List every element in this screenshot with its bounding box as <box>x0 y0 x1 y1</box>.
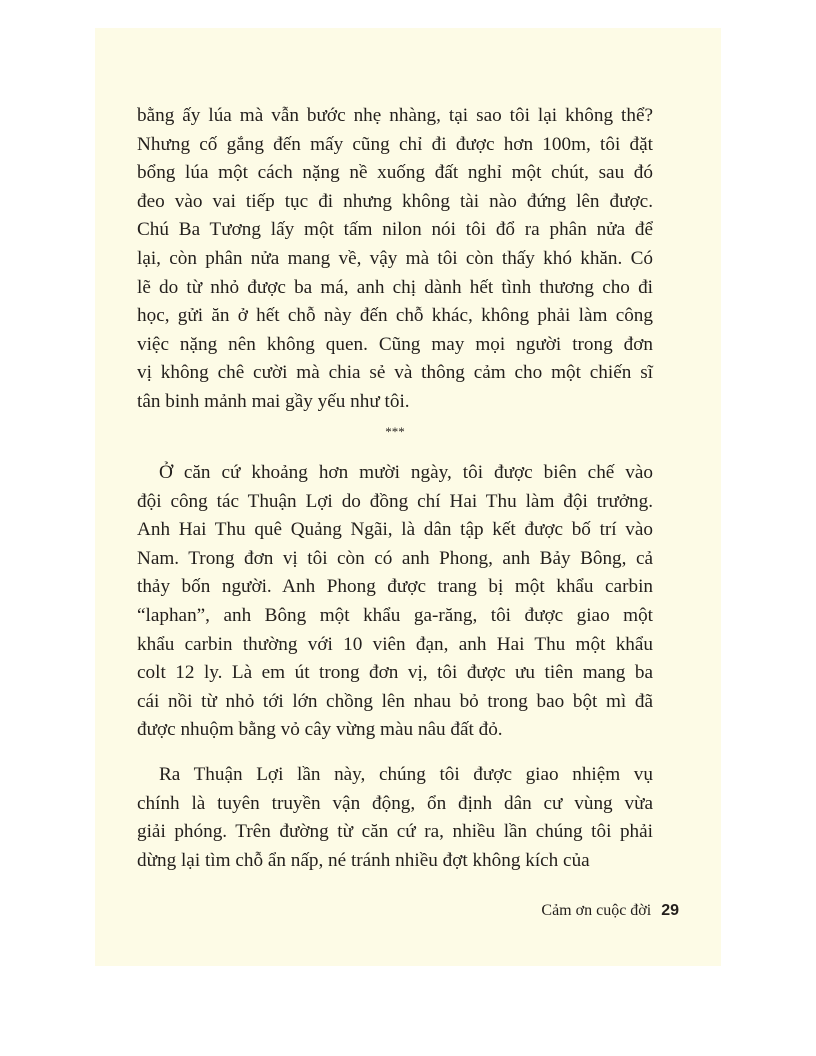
text-line: Nhưng cố gắng đến mấy cũng chỉ đi được hơn 100m, tôi đặt <box>137 133 653 155</box>
text-line: tân binh mảnh mai gầy yếu như tôi. <box>137 390 410 412</box>
text-line: việc nặng nên không quen. Cũng may mọi người trong đơn <box>137 333 653 355</box>
text-line: khẩu carbin thường với 10 viên đạn, anh Hai Thu một khẩu <box>137 633 653 655</box>
text-line: bổng lúa một cách nặng nề xuống đất nghỉ một chút, sau đó <box>137 162 653 184</box>
text-line: Ra Thuận Lợi lần này, chúng tôi được giao nhiệm vụ <box>159 764 653 785</box>
text-line: lại, còn phân nửa mang về, vậy mà tôi còn thấy khó khăn. Có <box>137 247 653 269</box>
page-footer <box>541 902 679 920</box>
paragraph-3 <box>137 761 653 875</box>
text-line: “laphan”, anh Bông một khẩu ga-răng, tôi được giao một <box>137 604 653 626</box>
text-line: chính là tuyên truyền vận động, ổn định dân cư vùng vừa <box>137 792 653 814</box>
text-line: Ở căn cứ khoảng hơn mười ngày, tôi được biên chế vào <box>159 462 653 483</box>
text-line: cái nồi từ nhỏ tới lớn chồng lên nhau bỏ trong bao bột mì đã <box>137 690 653 712</box>
text-line: đeo vào vai tiếp tục đi nhưng không tài nào đứng lên được. <box>137 190 653 212</box>
text-line: giải phóng. Trên đường từ căn cứ ra, nhiều lần chúng tôi phải <box>137 821 653 843</box>
text-line: lẽ do từ nhỏ được ba má, anh chị dành hết tình thương cho đi <box>137 276 653 298</box>
text-line: bằng ấy lúa mà vẫn bước nhẹ nhàng, tại sao tôi lại không thể? <box>137 105 653 126</box>
text-line: đội công tác Thuận Lợi do đồng chí Hai Thu làm đội trưởng. <box>137 490 653 512</box>
text-line: colt 12 ly. Là em út trong đơn vị, tôi được ưu tiên mang ba <box>137 662 653 684</box>
page-number: 29 <box>661 902 679 919</box>
text-line: học, gửi ăn ở hết chỗ này đến chỗ khác, không phải làm công <box>137 305 653 327</box>
running-title: Cảm ơn cuộc đời <box>541 902 652 919</box>
text-line: thảy bốn người. Anh Phong được trang bị một khẩu carbin <box>137 576 653 598</box>
text-line: dừng lại tìm chỗ ẩn nấp, né tránh nhiều đợt không kích của <box>137 849 590 871</box>
section-separator: *** <box>385 424 405 439</box>
text-line: Anh Hai Thu quê Quảng Ngãi, là dân tập kết được bố trí vào <box>137 519 653 541</box>
text-line: vị không chê cười mà chia sẻ và thông cảm cho một chiến sĩ <box>137 362 653 384</box>
text-line: Nam. Trong đơn vị tôi còn có anh Phong, anh Bảy Bông, cả <box>137 547 653 569</box>
text-line: Chú Ba Tương lấy một tấm nilon nói tôi đổ ra phân nửa để <box>137 219 653 241</box>
text-line: được nhuộm bằng vỏ cây vừng màu nâu đất đỏ. <box>137 719 503 741</box>
paragraph-1 <box>137 102 653 417</box>
paragraph-2 <box>137 459 653 745</box>
